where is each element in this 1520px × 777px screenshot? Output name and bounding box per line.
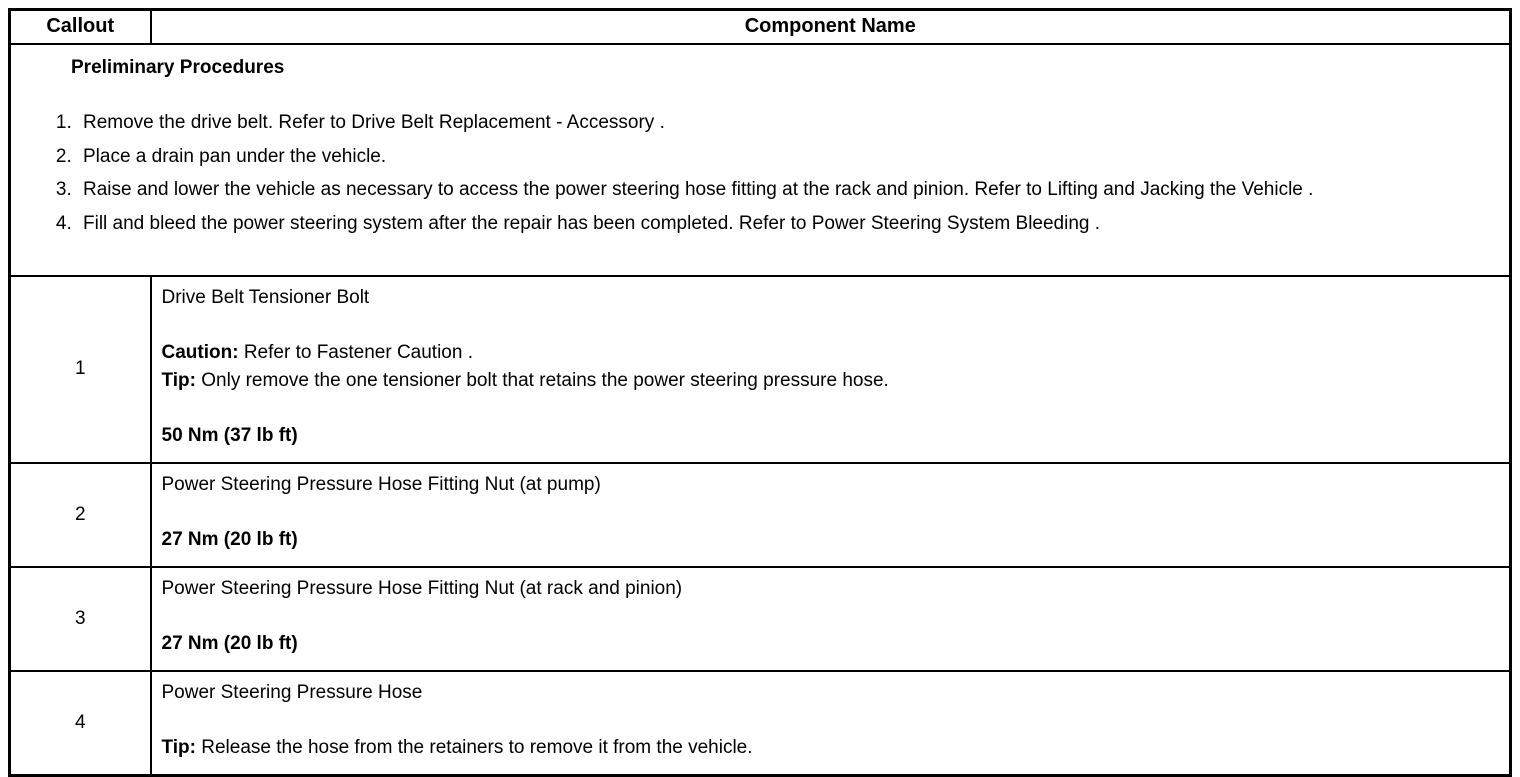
component-cell xyxy=(151,567,1511,671)
preliminary-procedures-title: Preliminary Procedures xyxy=(71,56,285,78)
torque-spec: 27 Nm (20 lb ft) xyxy=(161,529,298,551)
caution-line xyxy=(162,339,1498,367)
tip-text: Release the hose from the retainers to remove it from the vehicle. xyxy=(195,737,753,759)
torque-spec: 50 Nm (37 lb ft) xyxy=(161,425,298,447)
table-row xyxy=(10,276,1511,463)
preliminary-step: 1. Remove the drive belt. Refer to Drive Belt Replacement - Accessory . xyxy=(77,109,1495,138)
component-name: Power Steering Pressure Hose Fitting Nut (at pump) xyxy=(161,473,601,495)
tip-label: Tip: xyxy=(161,737,196,759)
tip-line xyxy=(162,734,1498,762)
preliminary-step: 3. Raise and lower the vehicle as necessary to access the power steering hose fitting at the rack and pinion. Refer to Lifting and Jacking the Vehicle . xyxy=(77,176,1495,205)
component-name: Drive Belt Tensioner Bolt xyxy=(161,286,370,308)
callout-number: 3 xyxy=(10,567,151,671)
preliminary-steps-list xyxy=(23,109,1495,238)
component-name-column-header: Component Name xyxy=(151,10,1511,44)
tip-label: Tip: xyxy=(161,369,196,391)
table-row xyxy=(10,463,1511,567)
table-row xyxy=(10,567,1511,671)
tip-line xyxy=(162,367,1498,395)
component-name: Power Steering Pressure Hose xyxy=(161,681,423,703)
tip-text: Only remove the one tensioner bolt that retains the power steering pressure hose. xyxy=(195,369,889,391)
preliminary-step: 4. Fill and bleed the power steering system after the repair has been completed. Refer to Power Steering System Bleeding . xyxy=(77,210,1495,239)
callout-number: 2 xyxy=(10,463,151,567)
preliminary-step: 2. Place a drain pan under the vehicle. xyxy=(77,143,1495,172)
component-table xyxy=(8,8,1512,777)
caution-text: Refer to Fastener Caution . xyxy=(238,342,473,364)
component-cell xyxy=(151,671,1511,776)
caution-label: Caution: xyxy=(161,342,239,364)
callout-column-header: Callout xyxy=(10,10,151,44)
torque-spec: 27 Nm (20 lb ft) xyxy=(161,633,298,655)
callout-number: 4 xyxy=(10,671,151,776)
component-cell xyxy=(151,463,1511,567)
component-name: Power Steering Pressure Hose Fitting Nut (at rack and pinion) xyxy=(161,577,683,599)
callout-number: 1 xyxy=(10,276,151,463)
table-row xyxy=(10,671,1511,776)
preliminary-procedures-row xyxy=(10,44,1511,276)
table-header-row xyxy=(10,10,1511,44)
component-cell xyxy=(151,276,1511,463)
preliminary-procedures-cell xyxy=(10,44,1511,276)
